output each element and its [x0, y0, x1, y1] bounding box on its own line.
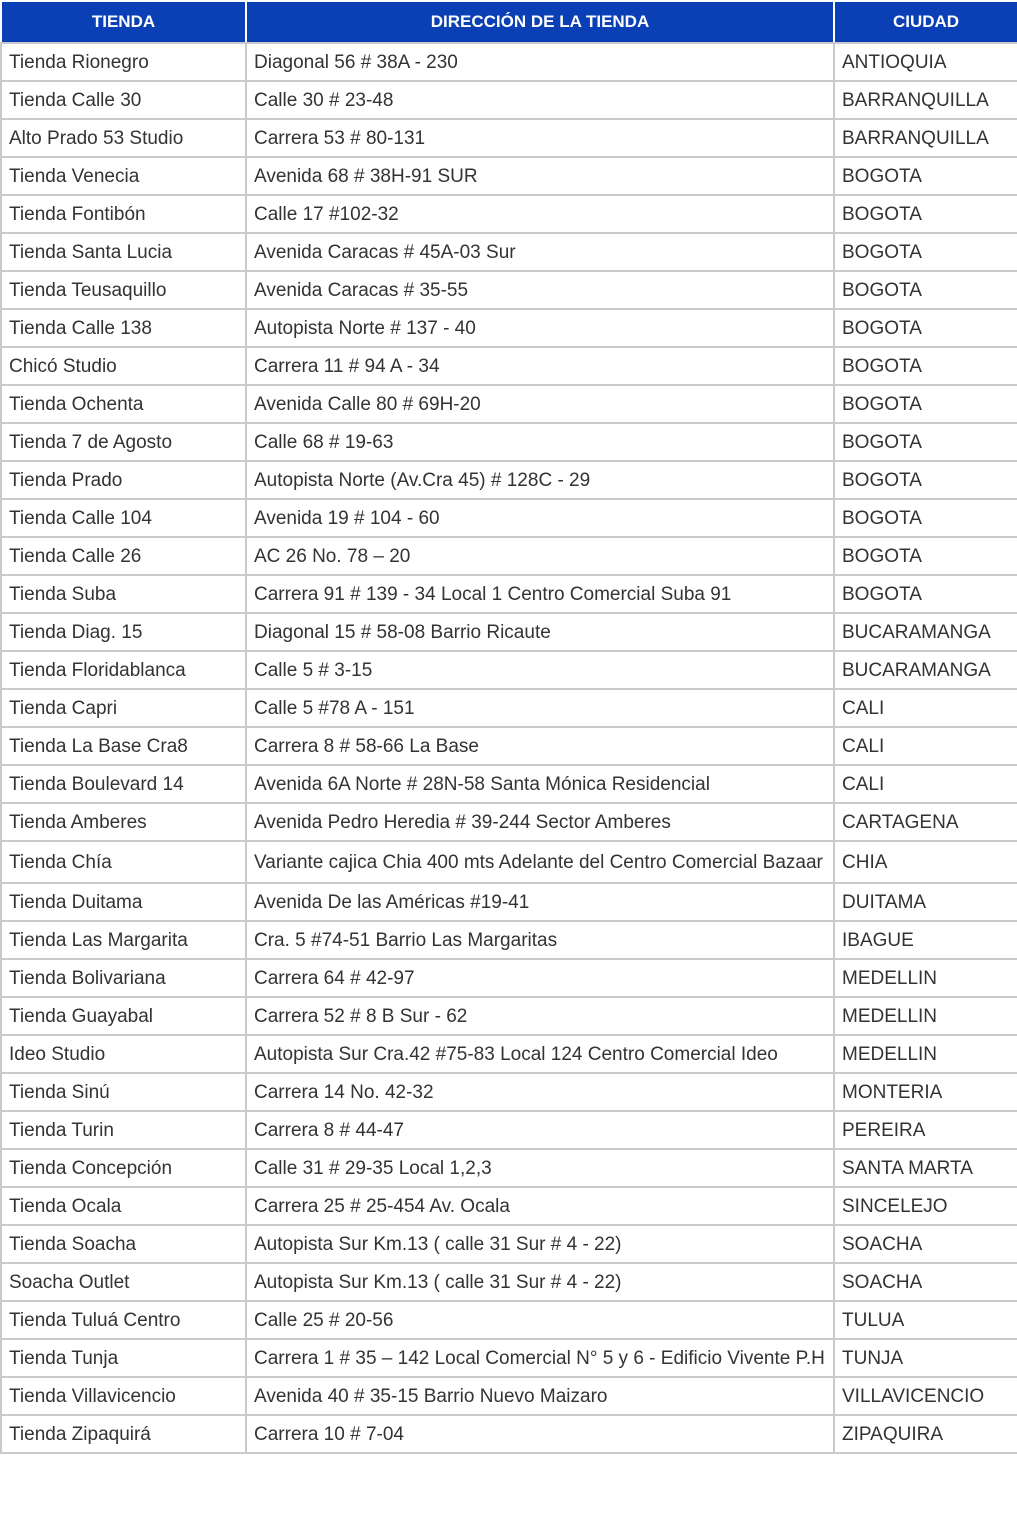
cell-address: AC 26 No. 78 – 20 [246, 537, 834, 575]
cell-city: SOACHA [834, 1225, 1017, 1263]
cell-city: BOGOTA [834, 347, 1017, 385]
cell-city: BARRANQUILLA [834, 119, 1017, 157]
table-row [1, 537, 1017, 575]
cell-store: Tienda Fontibón [1, 195, 246, 233]
cell-store: Tienda Chía [1, 841, 246, 883]
cell-store: Tienda Suba [1, 575, 246, 613]
table-row [1, 1187, 1017, 1225]
cell-store: Tienda Boulevard 14 [1, 765, 246, 803]
cell-store: Tienda Ochenta [1, 385, 246, 423]
cell-address: Avenida 19 # 104 - 60 [246, 499, 834, 537]
cell-address: Autopista Norte (Av.Cra 45) # 128C - 29 [246, 461, 834, 499]
cell-store: Tienda Sinú [1, 1073, 246, 1111]
cell-store: Tienda Turin [1, 1111, 246, 1149]
cell-store: Tienda Floridablanca [1, 651, 246, 689]
cell-address: Variante cajica Chia 400 mts Adelante del Centro Comercial Bazaar [246, 841, 834, 883]
cell-store: Tienda Guayabal [1, 997, 246, 1035]
cell-city: BOGOTA [834, 461, 1017, 499]
cell-address: Carrera 1 # 35 – 142 Local Comercial N° 5 y 6 - Edificio Vivente P.H [246, 1339, 834, 1377]
cell-address: Avenida Caracas # 35-55 [246, 271, 834, 309]
cell-store: Tienda Tuluá Centro [1, 1301, 246, 1339]
cell-city: MONTERIA [834, 1073, 1017, 1111]
cell-address: Avenida De las Américas #19-41 [246, 883, 834, 921]
cell-store: Tienda Bolivariana [1, 959, 246, 997]
table-row [1, 1377, 1017, 1415]
cell-address: Avenida Caracas # 45A-03 Sur [246, 233, 834, 271]
cell-city: CALI [834, 727, 1017, 765]
cell-address: Calle 30 # 23-48 [246, 81, 834, 119]
table-row [1, 997, 1017, 1035]
cell-store: Tienda Tunja [1, 1339, 246, 1377]
cell-store: Tienda Ocala [1, 1187, 246, 1225]
cell-city: BUCARAMANGA [834, 651, 1017, 689]
cell-address: Carrera 14 No. 42-32 [246, 1073, 834, 1111]
table-row [1, 119, 1017, 157]
cell-city: DUITAMA [834, 883, 1017, 921]
cell-address: Carrera 52 # 8 B Sur - 62 [246, 997, 834, 1035]
cell-address: Avenida Pedro Heredia # 39-244 Sector Amberes [246, 803, 834, 841]
cell-city: BOGOTA [834, 499, 1017, 537]
cell-store: Tienda Santa Lucia [1, 233, 246, 271]
table-row [1, 689, 1017, 727]
table-row [1, 803, 1017, 841]
cell-address: Carrera 53 # 80-131 [246, 119, 834, 157]
cell-address: Avenida 68 # 38H-91 SUR [246, 157, 834, 195]
cell-address: Autopista Sur Km.13 ( calle 31 Sur # 4 - 22) [246, 1225, 834, 1263]
cell-store: Alto Prado 53 Studio [1, 119, 246, 157]
table-row [1, 883, 1017, 921]
cell-address: Calle 17 #102-32 [246, 195, 834, 233]
cell-city: CHIA [834, 841, 1017, 883]
cell-address: Carrera 25 # 25-454 Av. Ocala [246, 1187, 834, 1225]
cell-city: IBAGUE [834, 921, 1017, 959]
cell-city: BOGOTA [834, 309, 1017, 347]
table-row [1, 727, 1017, 765]
cell-city: SINCELEJO [834, 1187, 1017, 1225]
header-address: DIRECCIÓN DE LA TIENDA [246, 1, 834, 43]
cell-city: BOGOTA [834, 537, 1017, 575]
cell-address: Carrera 91 # 139 - 34 Local 1 Centro Comercial Suba 91 [246, 575, 834, 613]
table-row [1, 461, 1017, 499]
cell-store: Tienda Concepción [1, 1149, 246, 1187]
cell-store: Tienda Capri [1, 689, 246, 727]
cell-address: Carrera 10 # 7-04 [246, 1415, 834, 1453]
cell-city: VILLAVICENCIO [834, 1377, 1017, 1415]
cell-address: Avenida 40 # 35-15 Barrio Nuevo Maizaro [246, 1377, 834, 1415]
cell-store: Tienda Soacha [1, 1225, 246, 1263]
table-row [1, 841, 1017, 883]
cell-store: Tienda Calle 30 [1, 81, 246, 119]
table-row [1, 765, 1017, 803]
cell-city: TULUA [834, 1301, 1017, 1339]
table-row [1, 1225, 1017, 1263]
cell-store: Tienda Calle 104 [1, 499, 246, 537]
table-row [1, 385, 1017, 423]
cell-city: PEREIRA [834, 1111, 1017, 1149]
cell-city: BUCARAMANGA [834, 613, 1017, 651]
cell-address: Cra. 5 #74-51 Barrio Las Margaritas [246, 921, 834, 959]
table-row [1, 423, 1017, 461]
cell-address: Carrera 11 # 94 A - 34 [246, 347, 834, 385]
table-row [1, 1073, 1017, 1111]
cell-store: Soacha Outlet [1, 1263, 246, 1301]
cell-store: Tienda Teusaquillo [1, 271, 246, 309]
cell-store: Tienda Prado [1, 461, 246, 499]
table-row [1, 575, 1017, 613]
cell-store: Tienda Rionegro [1, 43, 246, 81]
cell-store: Ideo Studio [1, 1035, 246, 1073]
cell-address: Calle 25 # 20-56 [246, 1301, 834, 1339]
table-row [1, 1415, 1017, 1453]
table-row [1, 1339, 1017, 1377]
cell-store: Chicó Studio [1, 347, 246, 385]
table-row [1, 1301, 1017, 1339]
cell-city: ANTIOQUIA [834, 43, 1017, 81]
cell-address: Avenida Calle 80 # 69H-20 [246, 385, 834, 423]
cell-address: Autopista Sur Cra.42 #75-83 Local 124 Centro Comercial Ideo [246, 1035, 834, 1073]
table-row [1, 1035, 1017, 1073]
cell-city: SANTA MARTA [834, 1149, 1017, 1187]
cell-city: CARTAGENA [834, 803, 1017, 841]
table-row [1, 921, 1017, 959]
cell-address: Calle 5 # 3-15 [246, 651, 834, 689]
table-row [1, 81, 1017, 119]
cell-city: BOGOTA [834, 271, 1017, 309]
table-row [1, 651, 1017, 689]
cell-address: Carrera 8 # 58-66 La Base [246, 727, 834, 765]
header-store: TIENDA [1, 1, 246, 43]
cell-city: BOGOTA [834, 423, 1017, 461]
table-row [1, 613, 1017, 651]
cell-city: MEDELLIN [834, 959, 1017, 997]
cell-city: TUNJA [834, 1339, 1017, 1377]
cell-store: Tienda Calle 138 [1, 309, 246, 347]
cell-store: Tienda Calle 26 [1, 537, 246, 575]
cell-address: Autopista Sur Km.13 ( calle 31 Sur # 4 - 22) [246, 1263, 834, 1301]
header-city: CIUDAD [834, 1, 1017, 43]
cell-address: Calle 68 # 19-63 [246, 423, 834, 461]
table-header-row [1, 1, 1017, 43]
cell-city: CALI [834, 765, 1017, 803]
cell-address: Carrera 64 # 42-97 [246, 959, 834, 997]
cell-city: MEDELLIN [834, 1035, 1017, 1073]
cell-city: BOGOTA [834, 385, 1017, 423]
table-row [1, 157, 1017, 195]
cell-address: Calle 5 #78 A - 151 [246, 689, 834, 727]
cell-store: Tienda La Base Cra8 [1, 727, 246, 765]
table-row [1, 499, 1017, 537]
table-row [1, 195, 1017, 233]
table-row [1, 1149, 1017, 1187]
cell-city: BARRANQUILLA [834, 81, 1017, 119]
cell-address: Autopista Norte # 137 - 40 [246, 309, 834, 347]
cell-city: ZIPAQUIRA [834, 1415, 1017, 1453]
cell-store: Tienda Zipaquirá [1, 1415, 246, 1453]
table-row [1, 1111, 1017, 1149]
cell-store: Tienda Las Margarita [1, 921, 246, 959]
cell-city: SOACHA [834, 1263, 1017, 1301]
cell-address: Avenida 6A Norte # 28N-58 Santa Mónica Residencial [246, 765, 834, 803]
cell-address: Carrera 8 # 44-47 [246, 1111, 834, 1149]
cell-address: Diagonal 56 # 38A - 230 [246, 43, 834, 81]
table-row [1, 43, 1017, 81]
table-row [1, 271, 1017, 309]
table-row [1, 959, 1017, 997]
table-row [1, 347, 1017, 385]
cell-store: Tienda 7 de Agosto [1, 423, 246, 461]
cell-store: Tienda Amberes [1, 803, 246, 841]
cell-city: BOGOTA [834, 233, 1017, 271]
cell-city: CALI [834, 689, 1017, 727]
cell-store: Tienda Diag. 15 [1, 613, 246, 651]
table-row [1, 233, 1017, 271]
cell-city: MEDELLIN [834, 997, 1017, 1035]
table-row [1, 309, 1017, 347]
cell-store: Tienda Villavicencio [1, 1377, 246, 1415]
cell-address: Diagonal 15 # 58-08 Barrio Ricaute [246, 613, 834, 651]
table-row [1, 1263, 1017, 1301]
cell-address: Calle 31 # 29-35 Local 1,2,3 [246, 1149, 834, 1187]
cell-store: Tienda Venecia [1, 157, 246, 195]
cell-store: Tienda Duitama [1, 883, 246, 921]
cell-city: BOGOTA [834, 575, 1017, 613]
cell-city: BOGOTA [834, 195, 1017, 233]
cell-city: BOGOTA [834, 157, 1017, 195]
